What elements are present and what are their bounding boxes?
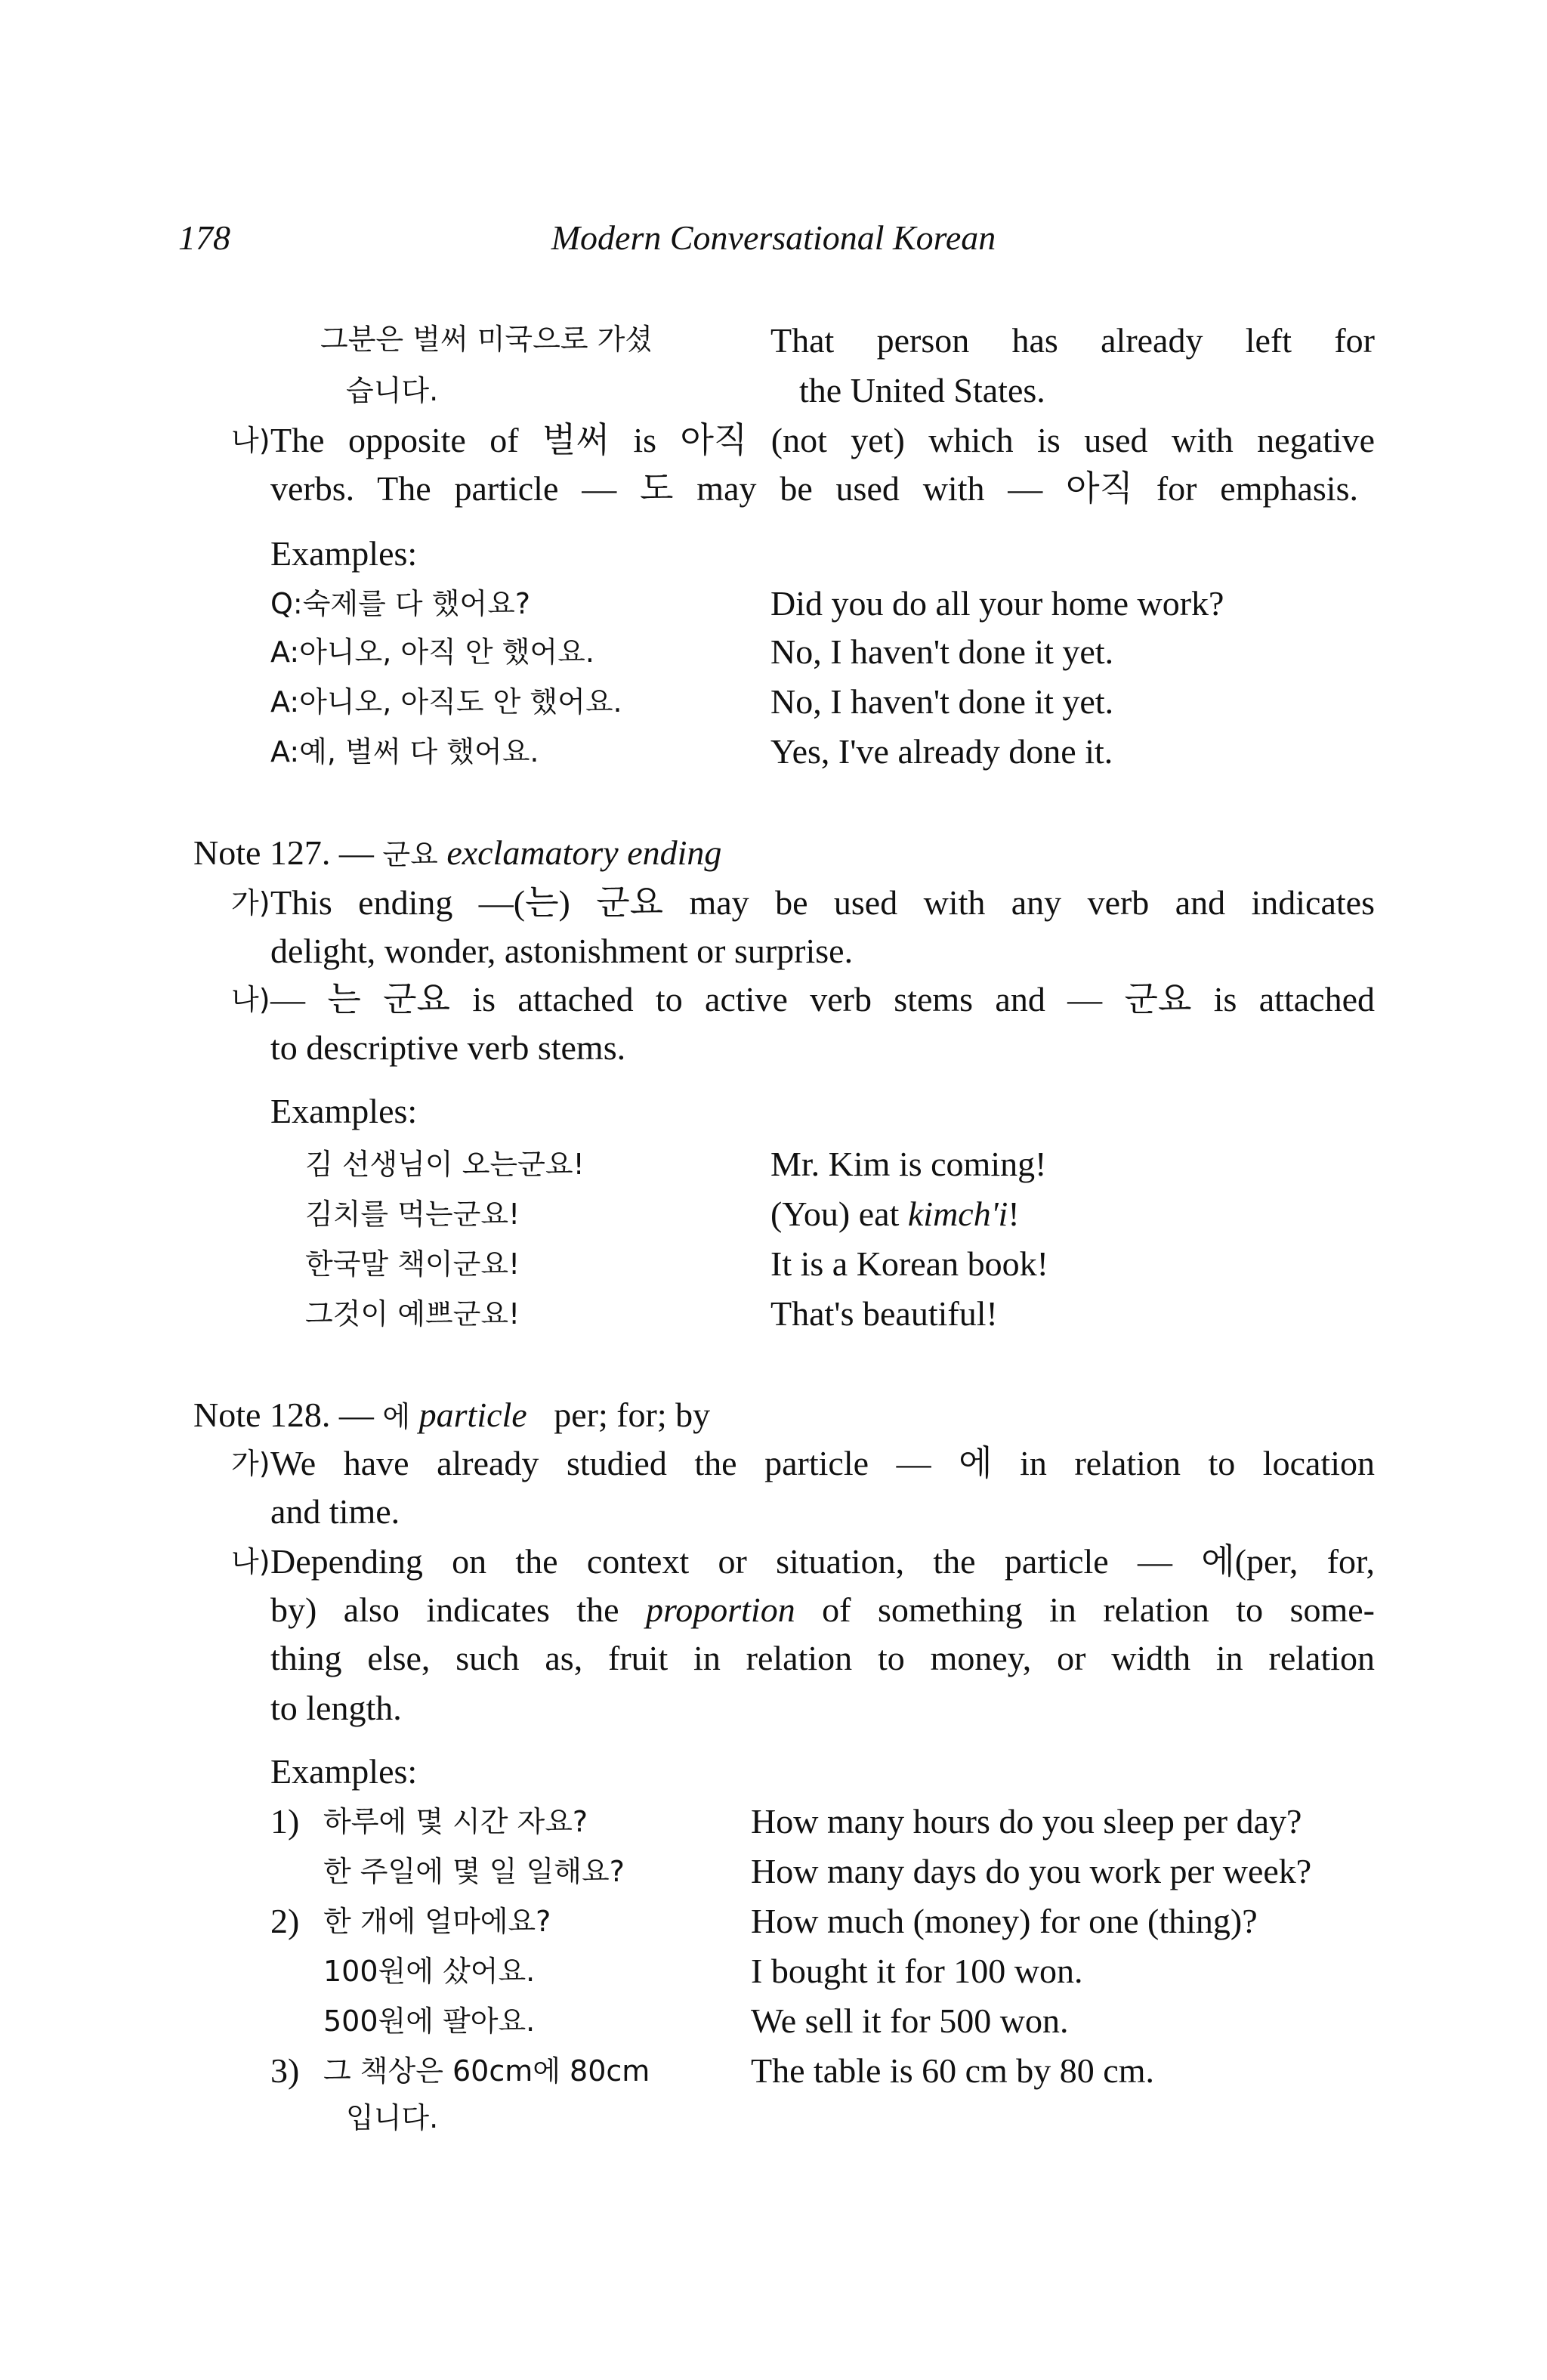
examples-heading-1: Examples: bbox=[270, 534, 418, 573]
note-128-title bbox=[193, 1390, 710, 1442]
example2-en-2-suffix: ! bbox=[1008, 1195, 1020, 1233]
top-korean-line-2: 습니다. bbox=[346, 374, 439, 407]
example2-en-4: That's beautiful! bbox=[770, 1294, 998, 1333]
example2-en-1: Mr. Kim is coming! bbox=[770, 1145, 1047, 1183]
note-128-label: Note 128. bbox=[193, 1396, 331, 1434]
running-title: Modern Conversational Korean bbox=[551, 218, 996, 257]
top-english-line-2: the United States. bbox=[799, 371, 1045, 410]
note-128-na-marker: 나) bbox=[231, 1545, 270, 1578]
example1-en-4: Yes, I've already done it. bbox=[770, 732, 1113, 771]
note-127-italic: exclamatory ending bbox=[446, 833, 722, 872]
example1-en-2: No, I haven't done it yet. bbox=[770, 632, 1114, 671]
example3-num-1: 1) bbox=[270, 1802, 300, 1841]
example1-en-1: Did you do all your home work? bbox=[770, 584, 1224, 623]
note-127-title bbox=[193, 828, 721, 879]
note-128-na-line-2-italic: proportion bbox=[646, 1590, 795, 1629]
example2-en-3: It is a Korean book! bbox=[770, 1244, 1048, 1283]
top-korean-line-1: 그분은 벌써 미국으로 가셨 bbox=[320, 323, 653, 356]
example3-ko-6: 그 책상은 60cm에 80cm bbox=[323, 2054, 650, 2088]
example3-ko-1: 하루에 몇 시간 자요? bbox=[323, 1805, 588, 1838]
example1-ko-3: A:아니오, 아직도 안 했어요. bbox=[270, 685, 622, 719]
opposite-line-1: The opposite of 벌써 is 아직 (not yet) which is used with negative bbox=[270, 421, 1375, 459]
example2-ko-4: 그것이 예쁘군요! bbox=[305, 1297, 520, 1331]
example3-en-3: How much (money) for one (thing)? bbox=[751, 1902, 1258, 1940]
note-128-ga-marker: 가) bbox=[231, 1447, 270, 1480]
note-128-italic: particle bbox=[418, 1396, 527, 1434]
note-128-na-line-4: to length. bbox=[270, 1689, 402, 1727]
note-127-dash: — bbox=[338, 833, 374, 872]
note-127-korean: 군요 bbox=[382, 838, 438, 871]
top-english-line-1: That person has already left for bbox=[770, 321, 1375, 360]
example2-en-2 bbox=[770, 1189, 1020, 1239]
example3-num-2: 2) bbox=[270, 1902, 300, 1940]
note-127-ga-line-1: This ending —(는) 군요 may be used with any verb and indicates bbox=[270, 883, 1375, 922]
example3-ko-7: 입니다. bbox=[346, 2101, 439, 2134]
note-128-na-line-2 bbox=[270, 1585, 1375, 1635]
example2-ko-2: 김치를 먹는군요! bbox=[305, 1198, 520, 1231]
page-header bbox=[178, 213, 1369, 258]
example3-num-3: 3) bbox=[270, 2051, 300, 2090]
note-128-ga-line-2: and time. bbox=[270, 1492, 400, 1531]
example3-en-5: We sell it for 500 won. bbox=[751, 2001, 1069, 2040]
na-marker-opposite: 나) bbox=[231, 424, 270, 457]
note-128-ga-line-1: We have already studied the particle — 에 in relation to location bbox=[270, 1444, 1375, 1482]
note-127-na-marker: 나) bbox=[231, 983, 270, 1016]
note-128-dash: — bbox=[338, 1396, 374, 1434]
example2-ko-1: 김 선생님이 오는군요! bbox=[305, 1148, 585, 1181]
example1-en-3: No, I haven't done it yet. bbox=[770, 682, 1114, 721]
example3-en-6: The table is 60 cm by 80 cm. bbox=[751, 2051, 1154, 2090]
note-128-korean: 에 bbox=[382, 1400, 411, 1433]
example1-ko-2: A:아니오, 아직 안 했어요. bbox=[270, 635, 594, 669]
note-128-gloss: per; for; by bbox=[554, 1396, 711, 1434]
opposite-line-2: verbs. The particle — 도 may be used with — 아직 for emphasis. bbox=[270, 469, 1358, 508]
example3-ko-2: 한 주일에 몇 일 일해요? bbox=[323, 1855, 625, 1888]
example2-en-2-italic: kimch'i bbox=[907, 1195, 1008, 1233]
example3-en-4: I bought it for 100 won. bbox=[751, 1952, 1083, 1990]
note-127-na-line-1: — 는 군요 is attached to active verb stems and — 군요 is attached bbox=[270, 980, 1375, 1018]
example1-ko-4: A:예, 벌써 다 했어요. bbox=[270, 735, 539, 768]
examples-heading-2: Examples: bbox=[270, 1092, 418, 1130]
note-127-ga-marker: 가) bbox=[231, 886, 270, 920]
note-127-na-line-2: to descriptive verb stems. bbox=[270, 1028, 626, 1067]
note-128-na-line-2-post: of something in relation to some- bbox=[795, 1590, 1376, 1629]
page-number: 178 bbox=[178, 218, 230, 257]
note-128-na-line-1: Depending on the context or situation, the particle — 에(per, for, bbox=[270, 1542, 1375, 1581]
example1-ko-1: Q:숙제를 다 했어요? bbox=[270, 587, 530, 620]
note-127-ga-line-2: delight, wonder, astonishment or surprise. bbox=[270, 932, 854, 970]
note-128-na-line-2-pre: by) also indicates the bbox=[270, 1590, 647, 1629]
example3-ko-5: 500원에 팔아요. bbox=[323, 2004, 536, 2038]
example3-en-2: How many days do you work per week? bbox=[751, 1852, 1312, 1890]
example3-en-1: How many hours do you sleep per day? bbox=[751, 1802, 1302, 1841]
example2-ko-3: 한국말 책이군요! bbox=[305, 1247, 520, 1281]
example3-ko-3: 한 개에 얼마에요? bbox=[323, 1905, 551, 1938]
note-127-label: Note 127. bbox=[193, 833, 331, 872]
example3-ko-4: 100원에 샀어요. bbox=[323, 1955, 536, 1988]
note-128-na-line-3: thing else, such as, fruit in relation to money, or width in relation bbox=[270, 1639, 1375, 1677]
examples-heading-3: Examples: bbox=[270, 1752, 418, 1791]
example2-en-2-prefix: (You) eat bbox=[770, 1195, 908, 1233]
